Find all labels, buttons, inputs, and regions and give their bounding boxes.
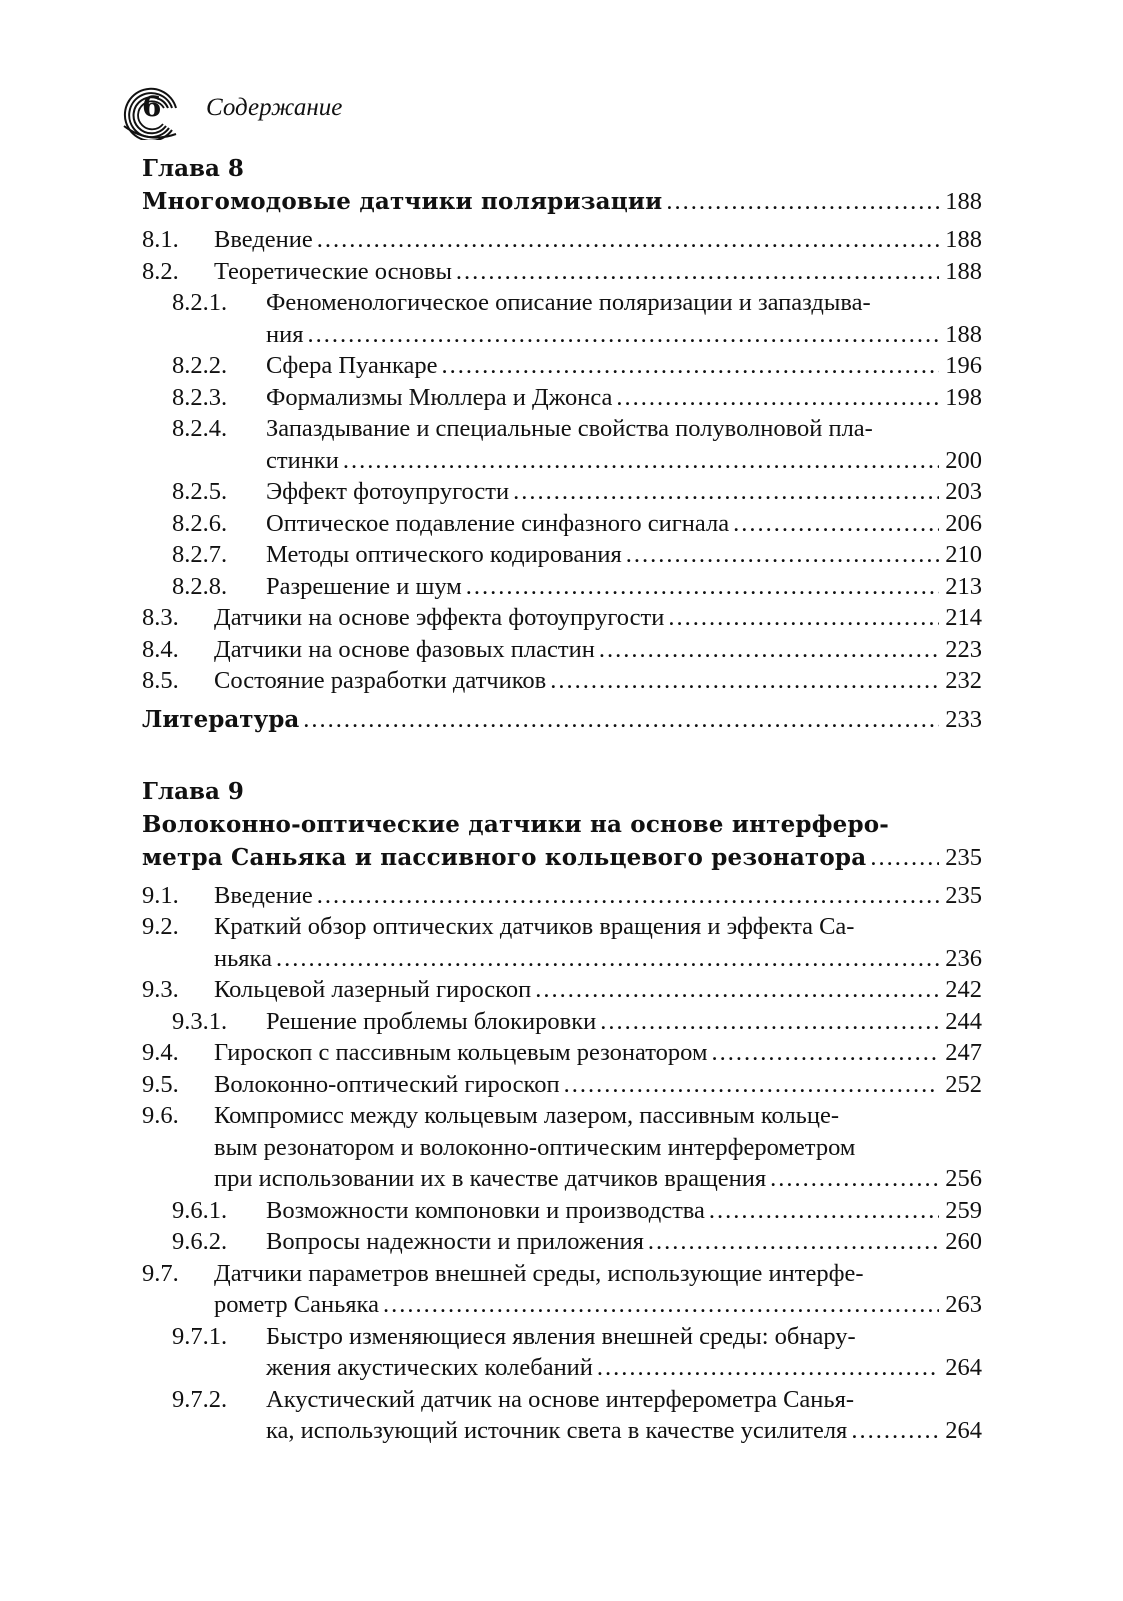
leader-dots bbox=[851, 1415, 939, 1447]
section-title: ния bbox=[266, 320, 304, 348]
section-title: Сфера Пуанкаре bbox=[266, 352, 438, 379]
page-ref: 213 bbox=[945, 572, 982, 600]
section-title: Волоконно-оптический гироскоп bbox=[214, 1070, 560, 1098]
page-ref: 242 bbox=[945, 976, 982, 1003]
toc-entry[interactable] bbox=[142, 476, 982, 508]
toc-entry[interactable] bbox=[142, 1226, 982, 1258]
leader-dots bbox=[317, 224, 939, 256]
section-title: при использовании их в качестве датчиков вращения bbox=[214, 1165, 767, 1192]
leader-dots bbox=[648, 1226, 939, 1258]
toc-entry[interactable] bbox=[142, 287, 982, 350]
page-ref: 256 bbox=[945, 1165, 982, 1192]
leader-dots bbox=[626, 539, 939, 571]
table-of-contents bbox=[142, 150, 982, 1447]
page-ref: 214 bbox=[945, 604, 982, 631]
chapter-9-entries bbox=[142, 880, 982, 1447]
section-title: Датчики на основе эффекта фотоупругости bbox=[214, 604, 665, 631]
leader-dots bbox=[666, 185, 939, 218]
toc-entry[interactable] bbox=[142, 224, 982, 256]
section-number: 8.1. bbox=[142, 226, 179, 253]
leader-dots bbox=[770, 1163, 939, 1195]
literature-title: Литература bbox=[142, 705, 300, 733]
leader-dots bbox=[466, 571, 939, 603]
chapter-title: метра Саньяка и пассивного кольцевого резонатора bbox=[142, 843, 867, 871]
leader-dots bbox=[456, 256, 939, 288]
section-title: Эффект фотоупругости bbox=[266, 478, 510, 505]
section-number: 9.7. bbox=[142, 1259, 179, 1287]
chapter-8-title-entry[interactable] bbox=[142, 185, 982, 218]
toc-entry[interactable] bbox=[142, 413, 982, 476]
page-ref: 264 bbox=[945, 1354, 982, 1381]
section-number: 8.2.5. bbox=[172, 478, 228, 505]
section-number: 9.6. bbox=[142, 1102, 179, 1129]
page-ref: 235 bbox=[945, 843, 982, 871]
section-title: жения акустических колебаний bbox=[266, 1354, 593, 1381]
section-number: 9.7.1. bbox=[172, 1322, 228, 1350]
page-ref: 264 bbox=[945, 1417, 982, 1444]
toc-entry[interactable] bbox=[142, 665, 982, 697]
page-ref: 188 bbox=[945, 320, 982, 348]
page-ref: 188 bbox=[945, 226, 982, 253]
section-title: Решение проблемы блокировки bbox=[266, 1007, 597, 1035]
toc-entry[interactable] bbox=[142, 382, 982, 414]
page-ref: 263 bbox=[945, 1291, 982, 1318]
leader-dots bbox=[550, 665, 939, 697]
toc-entry[interactable] bbox=[142, 1100, 982, 1195]
running-header-title: Содержание bbox=[206, 94, 343, 121]
toc-entry[interactable] bbox=[142, 1006, 982, 1038]
section-title-line: Запаздывание и специальные свойства полуволновой пла- bbox=[266, 415, 873, 442]
section-title-line: Компромисс между кольцевым лазером, пассивным кольце- bbox=[214, 1102, 840, 1129]
page-ref: 247 bbox=[945, 1039, 982, 1066]
chapter-title-line: Волоконно-оптические датчики на основе интерферо- bbox=[142, 810, 890, 838]
chapter-8-label: Глава 8 bbox=[142, 155, 244, 182]
section-title: Кольцевой лазерный гироскоп bbox=[214, 976, 532, 1003]
toc-entry[interactable] bbox=[142, 602, 982, 634]
leader-dots bbox=[600, 1006, 939, 1038]
leader-dots bbox=[870, 841, 939, 874]
section-title: Возможности компоновки и производства bbox=[266, 1196, 705, 1224]
section-number: 9.3. bbox=[142, 976, 179, 1003]
section-number: 8.4. bbox=[142, 635, 179, 663]
leader-dots bbox=[276, 943, 939, 975]
section-number: 9.5. bbox=[142, 1070, 179, 1098]
page-ref: 198 bbox=[945, 383, 982, 411]
section-number: 9.4. bbox=[142, 1039, 179, 1066]
toc-entry[interactable] bbox=[142, 508, 982, 540]
page-ref: 196 bbox=[945, 352, 982, 379]
section-title: Введение bbox=[214, 881, 313, 909]
page-ref: 210 bbox=[945, 541, 982, 568]
section-title: Введение bbox=[214, 226, 313, 253]
section-number: 8.2.1. bbox=[172, 289, 228, 316]
toc-entry[interactable] bbox=[142, 1195, 982, 1227]
section-number: 9.6.1. bbox=[172, 1196, 228, 1224]
leader-dots bbox=[597, 1352, 939, 1384]
toc-entry[interactable] bbox=[142, 1384, 982, 1447]
toc-entry[interactable] bbox=[142, 539, 982, 571]
section-title: Оптическое подавление синфазного сигнала bbox=[266, 509, 730, 537]
section-title: Формализмы Мюллера и Джонса bbox=[266, 383, 613, 411]
section-number: 8.2.7. bbox=[172, 541, 228, 568]
section-title: ка, использующий источник света в качестве усилителя bbox=[266, 1417, 848, 1444]
chapter-9-label: Глава 9 bbox=[142, 777, 244, 805]
leader-dots bbox=[535, 974, 939, 1006]
toc-entry[interactable] bbox=[142, 880, 982, 912]
toc-entry[interactable] bbox=[142, 1258, 982, 1321]
page-ref: 200 bbox=[945, 446, 982, 474]
page-ref: 235 bbox=[945, 881, 982, 909]
leader-dots bbox=[441, 350, 939, 382]
toc-entry[interactable] bbox=[142, 1037, 982, 1069]
section-number: 9.7.2. bbox=[172, 1385, 228, 1413]
toc-entry[interactable] bbox=[142, 1069, 982, 1101]
chapter-9-title-entry[interactable] bbox=[142, 808, 982, 874]
section-number: 8.2.6. bbox=[172, 509, 228, 537]
leader-dots bbox=[303, 703, 939, 737]
leader-dots bbox=[599, 634, 939, 666]
page-ref: 244 bbox=[945, 1007, 982, 1035]
page-ref: 223 bbox=[945, 635, 982, 663]
leader-dots bbox=[733, 508, 939, 540]
section-title: Вопросы надежности и приложения bbox=[266, 1228, 644, 1255]
section-title-line: Феноменологическое описание поляризации и запаздыва- bbox=[266, 289, 871, 316]
section-number: 8.2. bbox=[142, 257, 179, 285]
section-number: 9.3.1. bbox=[172, 1007, 228, 1035]
page-ref: 206 bbox=[945, 509, 982, 537]
toc-entry[interactable] bbox=[142, 1321, 982, 1384]
section-number: 9.2. bbox=[142, 913, 179, 940]
literature-entry[interactable] bbox=[142, 703, 982, 737]
page-ref: 259 bbox=[945, 1196, 982, 1224]
section-title: рометр Саньяка bbox=[214, 1291, 379, 1318]
section-title: стинки bbox=[266, 446, 339, 474]
section-number: 8.2.8. bbox=[172, 572, 228, 600]
page-ref: 203 bbox=[945, 478, 982, 505]
section-title: Методы оптического кодирования bbox=[266, 541, 622, 568]
section-title-line: Краткий обзор оптических датчиков вращения и эффекта Са- bbox=[214, 913, 855, 940]
leader-dots bbox=[343, 445, 939, 477]
section-title: Датчики на основе фазовых пластин bbox=[214, 635, 595, 663]
section-title-line: Акустический датчик на основе интерферометра Санья- bbox=[266, 1385, 855, 1413]
page-ref: 232 bbox=[945, 667, 982, 694]
leader-dots bbox=[616, 382, 939, 414]
section-title-line: Датчики параметров внешней среды, использующие интерфе- bbox=[214, 1259, 864, 1287]
leader-dots bbox=[711, 1037, 939, 1069]
page-ref: 252 bbox=[945, 1070, 982, 1098]
section-title: Гироскоп с пассивным кольцевым резонатором bbox=[214, 1039, 708, 1066]
section-title: Состояние разработки датчиков bbox=[214, 667, 547, 694]
section-number: 9.6.2. bbox=[172, 1228, 228, 1255]
section-number: 9.1. bbox=[142, 881, 179, 909]
leader-dots bbox=[668, 602, 939, 634]
section-number: 8.2.3. bbox=[172, 383, 228, 411]
leader-dots bbox=[383, 1289, 939, 1321]
section-title: ньяка bbox=[214, 944, 272, 972]
page-ref: 188 bbox=[945, 188, 982, 215]
leader-dots bbox=[513, 476, 939, 508]
section-number: 8.5. bbox=[142, 667, 179, 694]
leader-dots bbox=[564, 1069, 940, 1101]
section-number: 8.3. bbox=[142, 604, 179, 631]
section-title-line: Быстро изменяющиеся явления внешней среды: обнару- bbox=[266, 1322, 856, 1350]
section-number: 8.2.4. bbox=[172, 415, 228, 442]
toc-entry[interactable] bbox=[142, 634, 982, 666]
chapter-title: Многомодовые датчики поляризации bbox=[142, 188, 663, 215]
section-title: Теоретические основы bbox=[214, 257, 452, 285]
leader-dots bbox=[709, 1195, 939, 1227]
page-number-logo bbox=[118, 78, 180, 140]
leader-dots bbox=[317, 880, 939, 912]
page-ref: 233 bbox=[945, 705, 982, 733]
section-title-line: вым резонатором и волоконно-оптическим интерферометром bbox=[214, 1133, 856, 1161]
toc-entry[interactable] bbox=[142, 571, 982, 603]
toc-entry[interactable] bbox=[142, 974, 982, 1006]
section-title: Разрешение и шум bbox=[266, 572, 462, 600]
page-ref: 236 bbox=[945, 944, 982, 972]
section-number: 8.2.2. bbox=[172, 352, 228, 379]
page-ref: 260 bbox=[945, 1228, 982, 1255]
leader-dots bbox=[308, 319, 940, 351]
toc-entry[interactable] bbox=[142, 911, 982, 974]
toc-entry[interactable] bbox=[142, 350, 982, 382]
toc-entry[interactable] bbox=[142, 256, 982, 288]
chapter-8-entries bbox=[142, 224, 982, 697]
page-number: 6 bbox=[142, 90, 162, 123]
page-ref: 188 bbox=[945, 257, 982, 285]
